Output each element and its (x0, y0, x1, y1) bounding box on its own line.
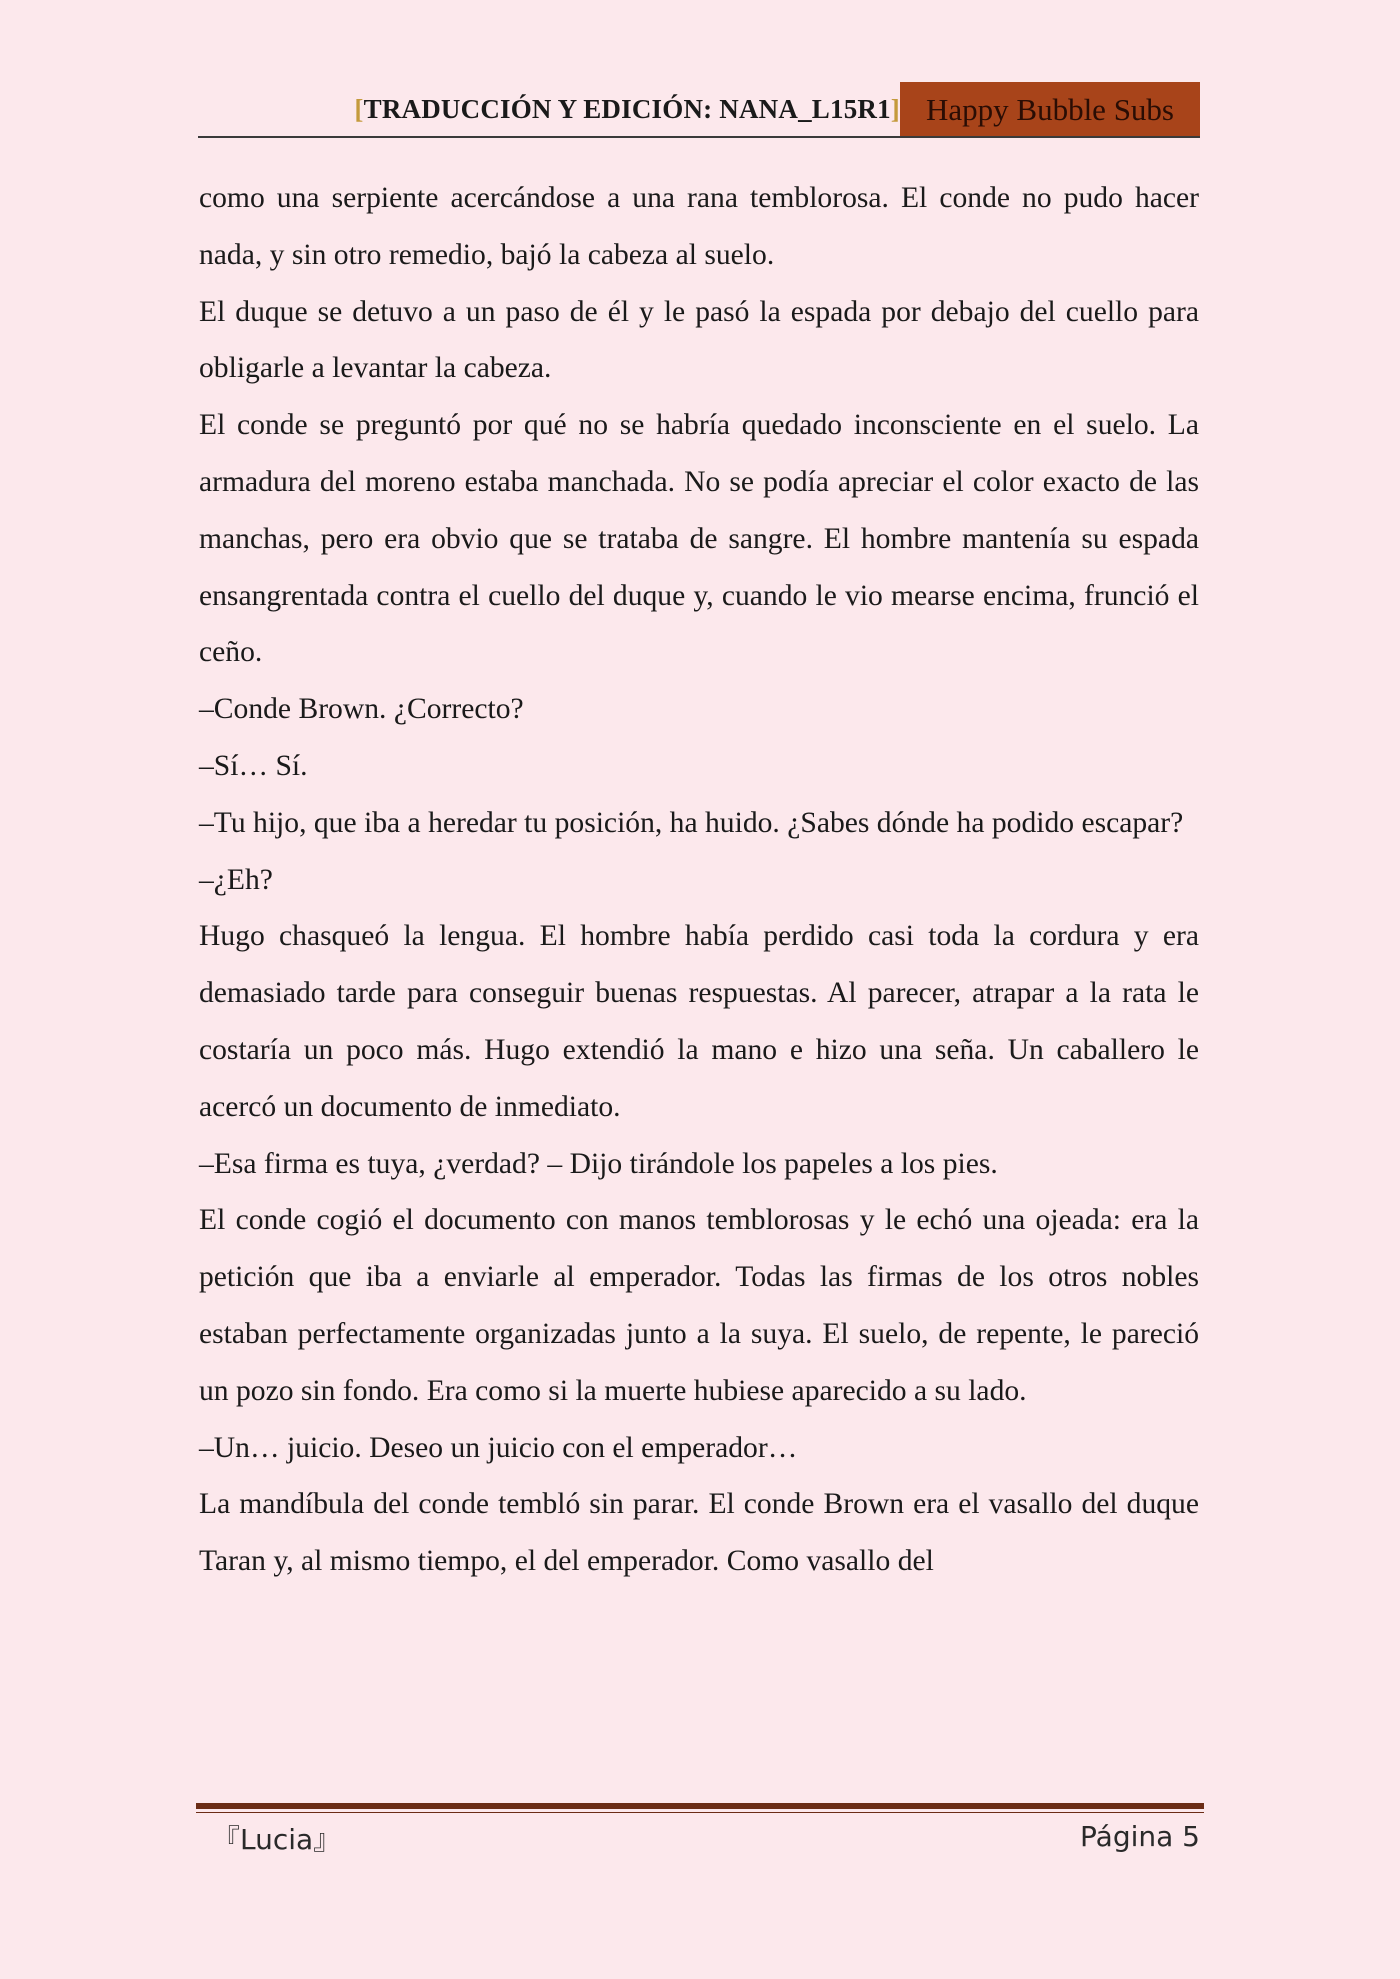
paragraph: El conde cogió el documento con manos temblorosas y le echó una ojeada: era la petición que iba a enviarle al emperador. Todas las firmas de los otros nobles estaban perfectamente organizadas junto a la suya. El suelo, de repente, le pareció un pozo sin fondo. Era como si la muerte hubiese aparecido a su lado. (199, 1204, 1199, 1407)
dialogue-line: –Conde Brown. ¿Correcto? (199, 693, 524, 726)
group-name: Happy Bubble Subs (926, 92, 1174, 127)
translation-credit (354, 94, 900, 125)
bracket-open: [ (354, 94, 364, 124)
dialogue-line: –Un… juicio. Deseo un juicio con el emperador… (199, 1431, 798, 1464)
dialogue-line: –Sí… Sí. (199, 749, 308, 782)
dialogue-line: –Tu hijo, que iba a heredar tu posición, ha huido. ¿Sabes dónde ha podido escapar? (199, 806, 1184, 839)
paragraph: como una serpiente acercándose a una rana temblorosa. El conde no pudo hacer nada, y sin otro remedio, bajó la cabeza al suelo. (199, 182, 1199, 271)
paragraph: El conde se preguntó por qué no se habría quedado inconsciente en el suelo. La armadura del moreno estaba manchada. No se podía apreciar el color exacto de las manchas, pero era obvio que se trataba de sangre. El hombre mantenía su espada ensangrentada contra el cuello del duque y, cuando le vio mearse encima, frunció el ceño. (199, 409, 1199, 669)
book-title: 『Lucia』 (212, 1823, 342, 1856)
paragraph: El duque se detuvo a un paso de él y le pasó la espada por debajo del cuello para obligarle a levantar la cabeza. (199, 295, 1199, 385)
page-header (198, 82, 1200, 138)
paragraph: La mandíbula del conde tembló sin parar. El conde Brown era el vasallo del duque Taran y, al mismo tiempo, el del emperador. Como vasallo del (199, 1488, 1199, 1578)
footer-rule-thin (196, 1812, 1204, 1813)
header-rule (198, 136, 1200, 138)
group-name-box (900, 82, 1200, 138)
bracket-close: ] (890, 94, 900, 124)
paragraph: Hugo chasqueó la lengua. El hombre había perdido casi toda la cordura y era demasiado tarde para conseguir buenas respuestas. Al parecer, atrapar a la rata le costaría un poco más. Hugo extendió la mano e hizo una seña. Un caballero le acercó un documento de inmediato. (199, 920, 1199, 1123)
dialogue-line: –Esa firma es tuya, ¿verdad? – Dijo tirándole los papeles a los pies. (199, 1147, 998, 1180)
translation-credit-text: TRADUCCIÓN Y EDICIÓN: NANA_L15R1 (363, 94, 891, 124)
page-body (199, 170, 1199, 1590)
footer-rule-thick (196, 1803, 1204, 1809)
dialogue-line: –¿Eh? (199, 863, 273, 896)
page-number: Página 5 (1080, 1820, 1200, 1853)
